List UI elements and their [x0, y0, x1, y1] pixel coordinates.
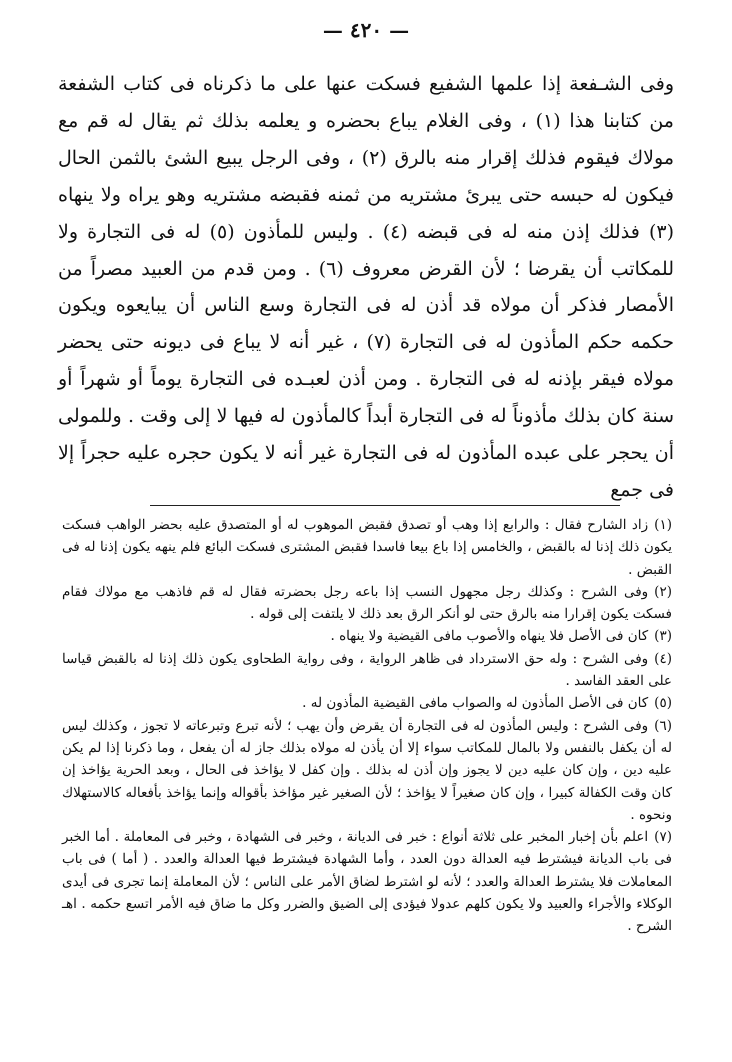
footnote-5	[62, 692, 672, 714]
footnote-number: (٤)	[654, 650, 672, 667]
footnote-text: كان فى الأصل المأذون له والصواب مافى القيضية المأذون له .	[302, 695, 649, 712]
footnote-3	[62, 625, 672, 647]
body-paragraph: وفى الشـفعة إذا علمها الشفيع فسكت عنها على ما ذكرناه فى كتاب الشفعة من كتابنا هذا (١) ، وفى الغلام يباع بحضره و يعلمه بذلك ثم يقال له قم مع مولاك فيقوم فذلك إقرار منه بالرق (٢) ، وفى الرجل يبيع الشئ بالثمن الحال فيكون له حبسه حتى يبرئ مشتريه من ثمنه فقبضه مشتريه وهو يراه ولا ينهاه (٣) فذلك إذن منه له فى قبضه (٤) . وليس للمأذون (٥) له فى التجارة ولا للمكاتب أن يقرضا ؛ لأن القرض معروف (٦) . ومن قدم من العبيد مصراً من الأمصار فذكر أن مولاه قد أذن له فى التجارة وسع الناس أن يبايعوه ويكون حكمه حكم المأذون له فى التجارة (٧) ، غير أنه لا يباع فى ديونه حتى يحضر مولاه فيقر بإذنه له فى التجارة . ومن أذن لعبـده فى التجارة يوماً أو شهراً أو سنة كان بذلك مأذوناً له فى التجارة أبداً كالمأذون له فيها لا إلى وقت . وللمولى أن يحجر على عبده المأذون له فى التجارة غير أنه لا يكون حجره عليه حجراً إلا فى جمع	[58, 73, 674, 501]
footnote-number: (٥)	[654, 695, 672, 712]
footnote-number: (٣)	[654, 628, 672, 645]
main-body-text	[58, 66, 674, 509]
footnote-7	[62, 826, 672, 937]
footnote-2	[62, 581, 672, 626]
footnotes	[62, 514, 672, 938]
page-number: — ٤٢٠ —	[322, 18, 410, 42]
footnote-number: (١)	[654, 517, 672, 533]
footnote-text: وفى الشرح : وكذلك رجل مجهول النسب إذا باعه رجل بحضرته فقال له قم فاذهب مع مولاك فقام فسكت يكون إقرارا منه بالرق حتى لو أنكر الرق بعد ذلك لا يلتفت إلى قوله .	[62, 583, 672, 623]
footnote-4	[62, 648, 672, 693]
footnote-text: زاد الشارح فقال : والرابع إذا وهب أو تصدق فقبض الموهوب له أو المتصدق عليه بحضر الواهب فسكت يكون ذلك إذنا له بالقبض ، والخامس إذا باع بيعا فاسدا فقبض المشترى فسكت البائع فلم ينهه يكون إذنا له فى القبض .	[62, 517, 672, 578]
footnote-text: وفى الشرح : وله حق الاسترداد فى ظاهر الرواية ، وفى رواية الطحاوى يكون ذلك إذنا له بالقبض قياسا على العقد الفاسد .	[62, 650, 672, 690]
footnote-divider	[150, 505, 620, 506]
footnote-text: وفى الشرح : وليس المأذون له فى التجارة أن يقرض وأن يهب ؛ لأنه تبرع وتبرعاته لا تجوز ، وكذلك ليس له أن يكفل بالنفس ولا بالمال للمكاتب سواء إلا أن يأذن له مولاه بذلك جاز له أن يفعل ، وما ذكرنا إذا لم يكن عليه دين ، وإن كان عليه دين لا يجوز وإن أذن له بذلك . وإن كفل لا يؤاخذ فى الحال ، وبعد الحرية يؤاخذ إن كان وقت الكفالة كبيرا ، وإن كان صغيراً لا يؤاخذ ؛ لأن الصغير غير مؤاخذ بأقواله وإنما يؤاخذ بأفعاله كالاستهلاك ونحوه .	[62, 717, 672, 823]
footnote-6	[62, 715, 672, 826]
footnote-number: (٢)	[654, 583, 672, 600]
footnote-text: اعلم بأن إخبار المخبر على ثلاثة أنواع : خبر فى الديانة ، وخبر فى الشهادة ، وخبر فى المعاملة . أما الخبر فى باب الديانة فيشترط فيه العدالة دون العدد ، وأما الشهادة فيشترط فيها العدالة والعدد . ( أما ) فى باب المعاملات فلا يشترط العدالة والعدد ؛ لأنه لو اشترط لضاق الأمر على الناس ؛ لأن المعاملة إنما تجرى فى أيدى الوكلاء والأجراء والعبيد ولا يكون كلهم عدولا فيؤدى إلى الضيق والضرر وكل ما ضاق فيه الأمر اتسع حكمه . اهـ الشرح .	[62, 829, 672, 935]
footnote-text: كان فى الأصل فلا ينهاه والأصوب مافى القيضية ولا ينهاه .	[330, 628, 649, 645]
footnote-1	[62, 514, 672, 581]
footnote-number: (٦)	[654, 717, 672, 734]
footnote-number: (٧)	[654, 829, 672, 846]
